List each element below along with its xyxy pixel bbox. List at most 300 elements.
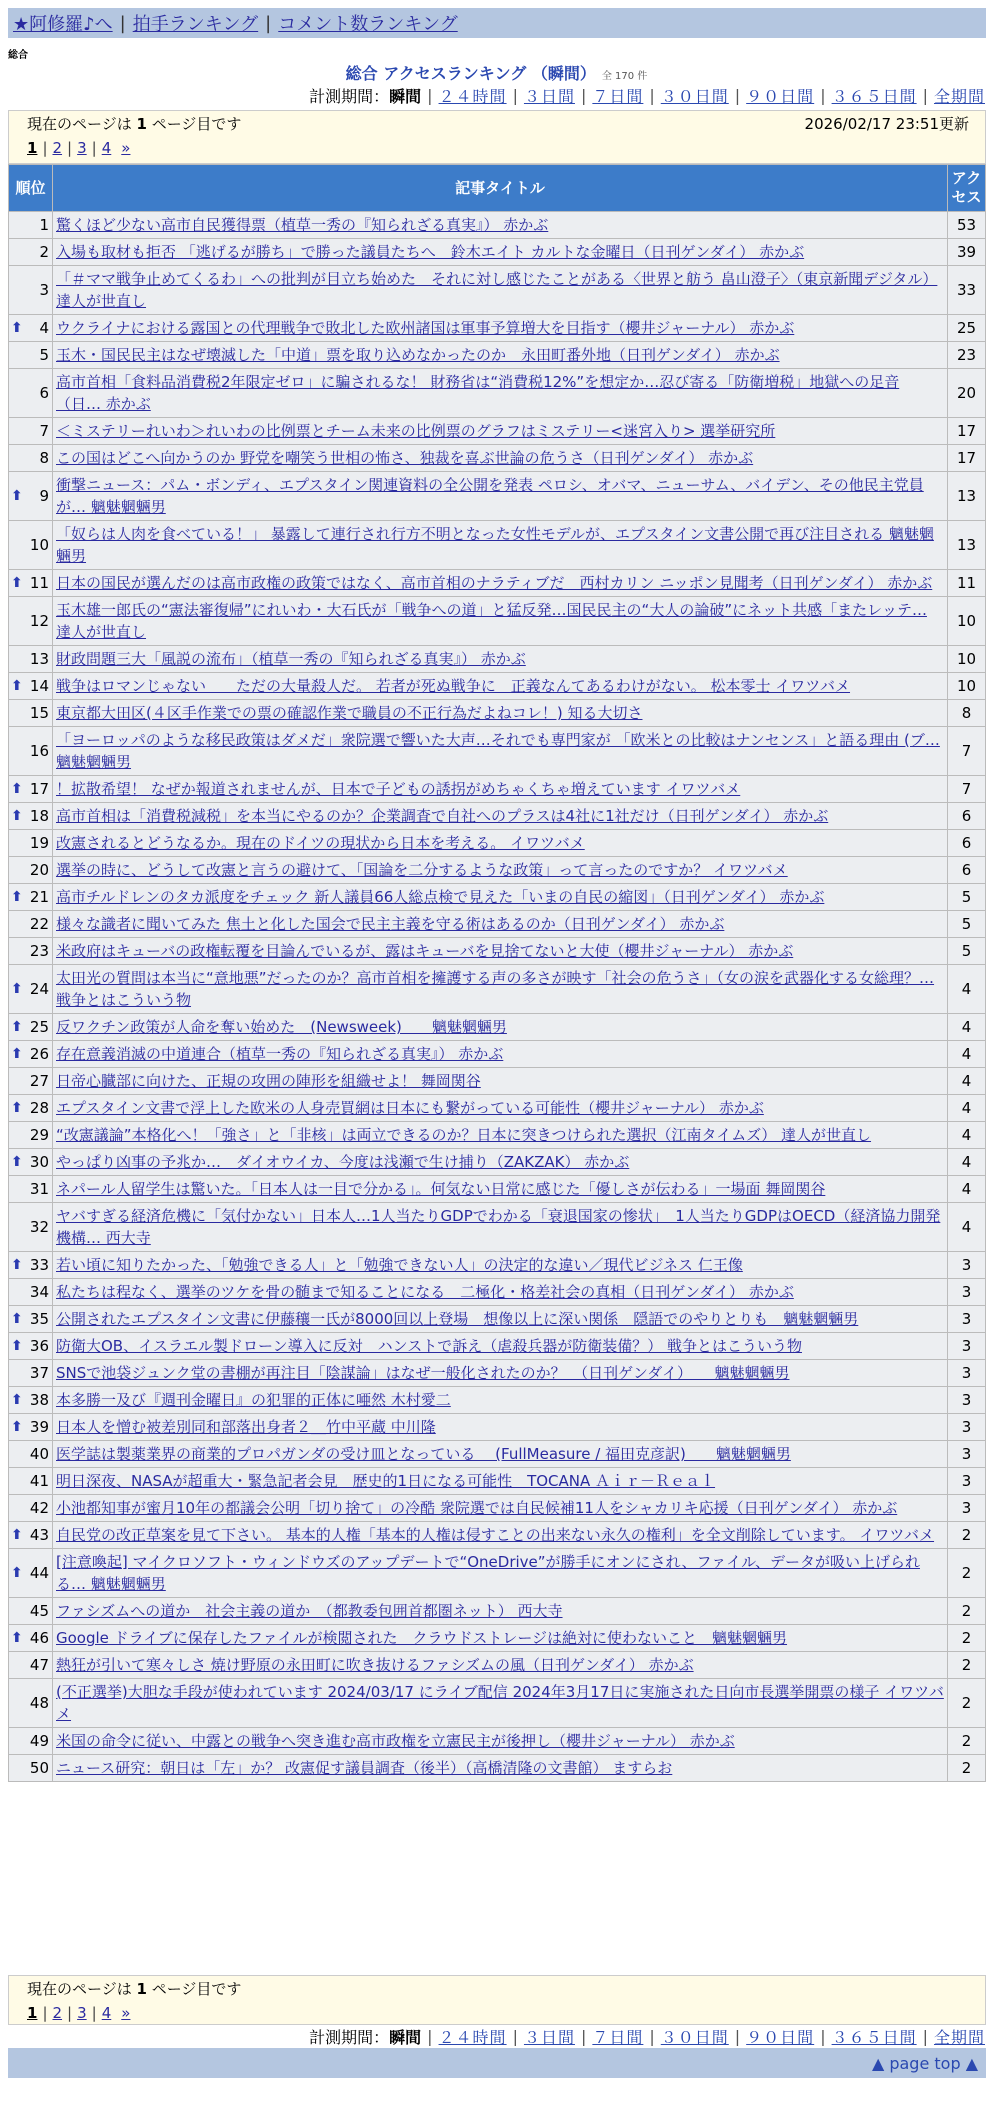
access-count: 4: [948, 1068, 986, 1095]
title-cell: [53, 1598, 948, 1625]
article-link[interactable]: 米政府はキューバの政権転覆を目論んでいるが、露はキューバを見捨てないと大使（櫻井ジャーナル） 赤かぶ: [56, 942, 794, 960]
title-cell: [53, 570, 948, 597]
access-count: 2: [948, 1625, 986, 1652]
period-link[interactable]: ７日間: [592, 86, 644, 106]
rank-cell: [9, 1306, 53, 1333]
access-count: 3: [948, 1387, 986, 1414]
access-count: 53: [948, 212, 986, 239]
article-link[interactable]: “改憲議論”本格化へ！「強さ」と「非核」は両立できるのか？日本に突きつけられた選択（江南タイムズ） 達人が世直し: [56, 1126, 872, 1144]
title-cell: [53, 938, 948, 965]
page-separator: |: [42, 139, 48, 157]
rank-up-arrow-icon: ⬆: [11, 1311, 23, 1327]
title-cell: [53, 597, 948, 646]
article-link[interactable]: やっぱり凶事の予兆か… ダイオウイカ、今度は浅瀬で生け捕り（ZAKZAK） 赤かぶ: [56, 1153, 630, 1171]
table-row: [9, 342, 986, 369]
rank-number: 5: [39, 346, 49, 364]
title-cell: [53, 266, 948, 315]
rank-number: 12: [29, 612, 49, 630]
title-cell: [53, 1679, 948, 1728]
article-link[interactable]: 公開されたエプスタイン文書に伊藤穰一氏が8000回以上登場 想像以上に深い関係 隠語でのやりとりも 魑魅魍魎男: [56, 1310, 859, 1328]
table-row: [9, 938, 986, 965]
article-link[interactable]: 私たちは程なく、選挙のツケを骨の髄まで知ることになる 二極化・格差社会の真相（日刊ゲンダイ） 赤かぶ: [56, 1283, 794, 1301]
rank-cell: [9, 1252, 53, 1279]
article-link[interactable]: 衝撃ニュース：パム・ボンディ、エプスタイン関連資料の全公開を発表 ペロシ、オバマ、ニューサム、バイデン、その他民主党員が… 魑魅魍魎男: [56, 476, 924, 516]
access-count: 4: [948, 1122, 986, 1149]
title-cell: [53, 1387, 948, 1414]
article-link[interactable]: 太田光の質問は本当に“意地悪”だったのか？高市首相を擁護する声の多さが映す「社会の危うさ」（女の涙を武器化する女総理？… 戦争とはこういう物: [56, 969, 935, 1009]
access-count: 3: [948, 1252, 986, 1279]
article-link[interactable]: 反ワクチン政策が人命を奪い始めた (Newsweek) 魑魅魍魎男: [56, 1018, 507, 1036]
access-count: 8: [948, 700, 986, 727]
rank-number: 49: [29, 1732, 49, 1750]
title-cell: [53, 1755, 948, 1782]
rank-number: 30: [29, 1153, 49, 1171]
period-separator: |: [820, 2026, 826, 2046]
period-link[interactable]: ７日間: [592, 2027, 644, 2047]
rank-up-arrow-icon: ⬆: [11, 1630, 23, 1646]
rank-cell: [9, 700, 53, 727]
article-link[interactable]: 入場も取材も拒否 「逃げるが勝ち」で勝った議員たちへ 鈴木エイト カルトな金曜日（日刊ゲンダイ） 赤かぶ: [56, 243, 805, 261]
rank-number: 8: [39, 449, 49, 467]
rank-cell: [9, 1014, 53, 1041]
rank-cell: [9, 239, 53, 266]
page-title-text: 総合 アクセスランキング （瞬間）: [345, 64, 596, 83]
title-cell: [53, 1441, 948, 1468]
table-row: [9, 1468, 986, 1495]
article-link[interactable]: 「＃ママ戦争止めてくるわ」への批判が目立ち始めた それに対し感じたことがある〈世界と舫う 畠山澄子〉（東京新聞デジタル） 達人が世直し: [56, 270, 938, 310]
rank-cell: [9, 1679, 53, 1728]
rank-up-arrow-icon: ⬆: [11, 1019, 23, 1035]
title-cell: [53, 315, 948, 342]
period-link[interactable]: ３日間: [523, 86, 575, 106]
article-link[interactable]: 防衛大OB、イスラエル製ドローン導入に反対 ハンストで訴え（虐殺兵器が防衛装備？） 戦争とはこういう物: [56, 1337, 802, 1355]
access-header: アクセス: [948, 165, 986, 212]
article-link[interactable]: 驚くほど少ない高市自民獲得票（植草一秀の『知られざる真実』） 赤かぶ: [56, 216, 549, 234]
title-cell: [53, 884, 948, 911]
access-count: 4: [948, 1203, 986, 1252]
rank-cell: [9, 315, 53, 342]
article-link[interactable]: 日帝心臓部に向けた、正規の攻囲の陣形を組織せよ！ 舞岡関谷: [56, 1072, 481, 1090]
article-link[interactable]: この国はどこへ向かうのか 野党を嘲笑う世相の怖さ、独裁を喜ぶ世論の危うさ（日刊ゲンダイ） 赤かぶ: [56, 449, 754, 467]
title-cell: [53, 342, 948, 369]
access-count: 4: [948, 1095, 986, 1122]
table-row: [9, 1068, 986, 1095]
paging-info-row: [9, 1976, 985, 2000]
rank-up-arrow-icon: ⬆: [11, 1257, 23, 1273]
title-cell: [53, 1652, 948, 1679]
rank-number: 26: [29, 1045, 49, 1063]
rank-number: 21: [29, 888, 49, 906]
rank-up-arrow-icon: ⬆: [11, 889, 23, 905]
article-link[interactable]: 玉木雄一郎氏の“憲法審復帰”にれいわ・大石氏が「戦争への道」と猛反発…国民民主の“大人の論破”にネット共感「またレッテ… 達人が世直し: [56, 601, 927, 641]
rank-up-arrow-icon: ⬆: [11, 1154, 23, 1170]
period-link[interactable]: ３６５日間: [831, 2027, 917, 2047]
top-navigation: [8, 8, 986, 38]
rank-number: 45: [29, 1602, 49, 1620]
rank-cell: [9, 776, 53, 803]
period-link[interactable]: ３日間: [523, 2027, 575, 2047]
title-cell: [53, 1495, 948, 1522]
article-link[interactable]: 「奴らは人肉を食べている！」 暴露して連行され行方不明となった女性モデルが、エプスタイン文書公開で再び注目される 魑魅魍魎男: [56, 525, 934, 565]
page-top-link[interactable]: ▲ page top ▲: [871, 2053, 978, 2073]
title-cell: [53, 727, 948, 776]
article-link[interactable]: [注意喚起] マイクロソフト・ウィンドウズのアップデートで“OneDrive”が勝手にオンにされ、ファイル、データが吸い上げられる… 魑魅魍魎男: [56, 1553, 920, 1593]
title-cell: [53, 857, 948, 884]
period-separator: |: [512, 85, 518, 105]
rank-up-arrow-icon: ⬆: [11, 1419, 23, 1435]
next-page-link[interactable]: »: [121, 2004, 131, 2022]
rank-up-arrow-icon: ⬆: [11, 678, 23, 694]
table-row: [9, 1149, 986, 1176]
period-selector-top: [309, 84, 985, 106]
article-link[interactable]: 財政問題三大「風説の流布」（植草一秀の『知られざる真実』） 赤かぶ: [56, 650, 526, 668]
rank-cell: [9, 1360, 53, 1387]
page-link[interactable]: 4: [101, 2004, 112, 2022]
period-label: 計測期間：: [309, 2027, 390, 2047]
rank-up-arrow-icon: ⬆: [11, 575, 23, 591]
title-cell: [53, 1279, 948, 1306]
article-link[interactable]: 熱狂が引いて寒々しさ 焼け野原の永田町に吹き抜けるファシズムの風（日刊ゲンダイ） 赤かぶ: [56, 1656, 694, 1674]
home-link[interactable]: ★阿修羅♪へ: [13, 14, 113, 35]
period-separator: |: [649, 85, 655, 105]
period-link[interactable]: ２４時間: [438, 2027, 507, 2047]
article-link[interactable]: 「ヨーロッパのような移民政策はダメだ」衆院選で響いた大声…それでも専門家が 「欧米との比較はナンセンス」と語る理由 (ブ… 魑魅魍魎男: [56, 731, 940, 771]
table-row: [9, 1176, 986, 1203]
nav-separator: |: [265, 12, 272, 34]
table-row: [9, 1122, 986, 1149]
current-page-text: 現在のページは 1 ページ目です: [27, 1979, 242, 1998]
table-row: [9, 369, 986, 418]
rank-number: 41: [29, 1472, 49, 1490]
rank-header: 順位: [9, 165, 53, 212]
rank-number: 11: [29, 574, 49, 592]
title-cell: [53, 1122, 948, 1149]
article-link[interactable]: 日本の国民が選んだのは高市政権の政策ではなく、高市首相のナラティブだ 西村カリン ニッポン見聞考（日刊ゲンダイ） 赤かぶ: [56, 574, 933, 592]
rank-up-arrow-icon: ⬆: [11, 981, 23, 997]
access-count: 4: [948, 1149, 986, 1176]
table-row: [9, 830, 986, 857]
period-link[interactable]: ３０日間: [660, 86, 729, 106]
rank-cell: [9, 830, 53, 857]
rank-cell: [9, 445, 53, 472]
period-separator: |: [580, 2026, 587, 2046]
rank-up-arrow-icon: ⬆: [11, 1338, 23, 1354]
table-row: [9, 911, 986, 938]
rank-up-arrow-icon: ⬆: [11, 808, 23, 824]
article-link[interactable]: 米国の命令に従い、中露との戦争へ突き進む高市政権を立憲民主が後押し（櫻井ジャーナル） 赤かぶ: [56, 1732, 735, 1750]
table-row: [9, 776, 986, 803]
table-row: [9, 521, 986, 570]
rank-number: 6: [39, 384, 49, 402]
access-count: 3: [948, 1306, 986, 1333]
table-row: [9, 1279, 986, 1306]
applause-ranking-link[interactable]: 拍手ランキング: [132, 14, 259, 35]
rank-cell: [9, 266, 53, 315]
access-count: 3: [948, 1360, 986, 1387]
access-count: 13: [948, 472, 986, 521]
access-count: 7: [948, 727, 986, 776]
title-cell: [53, 700, 948, 727]
table-row: [9, 239, 986, 266]
rank-cell: [9, 1441, 53, 1468]
table-row: [9, 1041, 986, 1068]
access-count: 10: [948, 646, 986, 673]
rank-number: 38: [29, 1391, 49, 1409]
article-link[interactable]: ニュース研究：朝日は「左」か？ 改憲促す議員調査（後半）（高橋清隆の文書館） ますらお: [56, 1759, 673, 1777]
title-cell: [53, 369, 948, 418]
article-link[interactable]: 様々な識者に聞いてみた 焦土と化した国会で民主主義を守る術はあるのか（日刊ゲンダイ） 赤かぶ: [56, 915, 725, 933]
table-row: [9, 472, 986, 521]
title-cell: [53, 911, 948, 938]
footer-bar: [8, 2048, 986, 2078]
title-cell: [53, 1068, 948, 1095]
table-row: [9, 673, 986, 700]
rank-cell: [9, 472, 53, 521]
rank-up-arrow-icon: ⬆: [11, 1392, 23, 1408]
article-link[interactable]: ＜ミステリーれいわ＞れいわの比例票とチーム未来の比例票のグラフはミステリー<迷宮入り> 選挙研究所: [56, 422, 776, 440]
period-link[interactable]: 全期間: [933, 86, 985, 106]
page-link[interactable]: 3: [77, 139, 87, 157]
title-cell: [53, 1625, 948, 1652]
rank-number: 31: [29, 1180, 49, 1198]
article-link[interactable]: ヤバすぎる経済危機に「気付かない」日本人…1人当たりGDPでわかる「衰退国家の惨状」 1人当たりGDPはOECD（経済協力開発機構… 西大寺: [56, 1207, 941, 1247]
period-link[interactable]: ３０日間: [660, 2027, 729, 2047]
comment-ranking-link[interactable]: コメント数ランキング: [278, 14, 458, 35]
access-count: 2: [948, 1728, 986, 1755]
rank-number: 35: [29, 1310, 49, 1328]
rank-cell: [9, 521, 53, 570]
page-separator: |: [67, 139, 73, 157]
rank-number: 48: [29, 1694, 49, 1712]
title-cell: [53, 1176, 948, 1203]
rank-number: 15: [29, 704, 49, 722]
period-link[interactable]: 全期間: [933, 2027, 985, 2047]
table-row: [9, 1495, 986, 1522]
article-link[interactable]: Google ドライブに保存したファイルが検閲された クラウドストレージは絶対に使わないこと 魑魅魍魎男: [56, 1629, 788, 1647]
table-row: [9, 965, 986, 1014]
access-count: 2: [948, 1598, 986, 1625]
rank-cell: [9, 1625, 53, 1652]
article-link[interactable]: SNSで池袋ジュンク堂の書棚が再注目「陰謀論」はなぜ一般化されたのか？ （日刊ゲンダイ） 魑魅魍魎男: [56, 1364, 790, 1382]
table-row: [9, 212, 986, 239]
access-count: 20: [948, 369, 986, 418]
period-separator: |: [922, 85, 928, 105]
ranking-rows: [9, 212, 986, 1782]
rank-cell: [9, 646, 53, 673]
table-row: [9, 1728, 986, 1755]
rank-cell: [9, 1068, 53, 1095]
title-cell: [53, 1252, 948, 1279]
access-count: 39: [948, 239, 986, 266]
page-separator: |: [91, 139, 97, 157]
rank-number: 4: [39, 319, 49, 337]
title-cell: [53, 239, 948, 266]
title-cell: [53, 1360, 948, 1387]
article-link[interactable]: (不正選挙)大胆な手段が使われています 2024/03/17 にライブ配信 2024年3月17日に実施された日向市長選挙開票の様子 イワツバメ: [56, 1683, 944, 1723]
rank-cell: [9, 1203, 53, 1252]
access-count: 10: [948, 597, 986, 646]
access-count: 2: [948, 1522, 986, 1549]
page-separator: |: [42, 2004, 48, 2022]
rank-number: 44: [29, 1564, 49, 1582]
article-link[interactable]: 小池都知事が蜜月10年の都議会公明「切り捨て」の冷酷 衆院選では自民候補11人をシャカリキ応援（日刊ゲンダイ） 赤かぶ: [56, 1499, 898, 1517]
rank-cell: [9, 1176, 53, 1203]
article-link[interactable]: ネパール人留学生は驚いた。「日本人は一目で分かる」。何気ない日常に感じた「優しさが伝わる」一場面 舞岡関谷: [56, 1180, 826, 1198]
rank-cell: [9, 570, 53, 597]
title-cell: [53, 212, 948, 239]
article-link[interactable]: 選挙の時に、どうして改憲と言うの避けて、「国論を二分するような政策」って言ったのですか？ イワツバメ: [56, 861, 788, 879]
article-link[interactable]: 高市チルドレンのタカ派度をチェック 新人議員66人総点検で見えた「いまの自民の縮図」（日刊ゲンダイ） 赤かぶ: [56, 888, 825, 906]
rank-number: 27: [29, 1072, 49, 1090]
table-row: [9, 1441, 986, 1468]
rank-up-arrow-icon: ⬆: [11, 1527, 23, 1543]
period-link[interactable]: ９０日間: [746, 86, 815, 106]
rank-number: 42: [29, 1499, 49, 1517]
table-row: [9, 570, 986, 597]
table-row: [9, 1598, 986, 1625]
rank-number: 18: [29, 807, 49, 825]
title-cell: [53, 445, 948, 472]
rank-number: 32: [29, 1218, 49, 1236]
article-link[interactable]: 高市首相は「消費税減税」を本当にやるのか？企業調査で自社へのプラスは4社に1社だけ（日刊ゲンダイ） 赤かぶ: [56, 807, 829, 825]
table-row: [9, 1755, 986, 1782]
table-row: [9, 1306, 986, 1333]
rank-cell: [9, 1149, 53, 1176]
access-count: 23: [948, 342, 986, 369]
rank-cell: [9, 1652, 53, 1679]
page-link[interactable]: 4: [101, 139, 112, 157]
rank-cell: [9, 1495, 53, 1522]
article-link[interactable]: 自民党の改正草案を見て下さい。 基本的人権「基本的人権は侵すことの出来ない永久の権利」を全文削除しています。 イワツバメ: [56, 1526, 935, 1544]
article-link[interactable]: ！拡散希望！ なぜか報道されませんが、日本で子どもの誘拐がめちゃくちゃ増えています イワツバメ: [56, 780, 741, 798]
next-page-link[interactable]: »: [121, 139, 131, 157]
access-count: 33: [948, 266, 986, 315]
page-link[interactable]: 2: [52, 2004, 63, 2022]
access-count: 3: [948, 1441, 986, 1468]
current-page-text: 現在のページは 1 ページ目です: [27, 114, 242, 133]
table-row: [9, 1014, 986, 1041]
article-link[interactable]: ファシズムへの道か 社会主義の道か （都教委包囲首都圏ネット） 西大寺: [56, 1602, 563, 1620]
title-cell: [53, 521, 948, 570]
page-link[interactable]: 3: [77, 2004, 87, 2022]
table-row: [9, 418, 986, 445]
rank-cell: [9, 1279, 53, 1306]
rank-cell: [9, 1728, 53, 1755]
article-link[interactable]: 明日深夜、NASAが超重大・緊急記者会見 歴史的1日になる可能性 TOCANA Ａｉｒ－Ｒｅａｌ: [56, 1472, 716, 1490]
rank-cell: [9, 342, 53, 369]
title-cell: [53, 776, 948, 803]
article-link[interactable]: 東京都大田区(４区手作業での票の確認作業で職員の不正行為だよねコレ！) 知る大切さ: [56, 704, 643, 722]
article-link[interactable]: 若い頃に知りたかった、「勉強できる人」と「勉強できない人」の決定的な違い／現代ビジネス 仁王像: [56, 1256, 743, 1274]
article-link[interactable]: 高市首相「食料品消費税2年限定ゼロ」に騙されるな！ 財務省は“消費税12%”を想定か…忍び寄る「防衛増税」地獄への足音（日… 赤かぶ: [56, 373, 900, 413]
period-link[interactable]: ３６５日間: [831, 86, 917, 106]
access-count: 17: [948, 445, 986, 472]
access-count: 17: [948, 418, 986, 445]
table-header-row: [9, 165, 986, 212]
access-count: 2: [948, 1652, 986, 1679]
rank-number: 34: [29, 1283, 49, 1301]
table-row: [9, 315, 986, 342]
paging-info-row: [9, 111, 985, 135]
title-cell: [53, 673, 948, 700]
article-link[interactable]: 改憲されるとどうなるか。現在のドイツの現状から日本を考える。 イワツバメ: [56, 834, 585, 852]
rank-number: 23: [29, 942, 49, 960]
period-selector-bottom: [309, 2025, 985, 2047]
table-row: [9, 1679, 986, 1728]
rank-up-arrow-icon: ⬆: [11, 1046, 23, 1062]
period-separator: |: [734, 2026, 741, 2046]
table-row: [9, 1652, 986, 1679]
updated-timestamp: 2026/02/17 23:51更新: [804, 114, 969, 133]
paging-box-top: [8, 110, 986, 164]
rank-cell: [9, 1333, 53, 1360]
rank-up-arrow-icon: ⬆: [11, 1100, 23, 1116]
table-row: [9, 1387, 986, 1414]
rank-cell: [9, 911, 53, 938]
rank-cell: [9, 1468, 53, 1495]
access-count: 3: [948, 1279, 986, 1306]
rank-number: 3: [39, 281, 49, 299]
access-count: 4: [948, 1041, 986, 1068]
period-link[interactable]: ９０日間: [746, 2027, 815, 2047]
title-cell: [53, 1728, 948, 1755]
access-count: 4: [948, 1014, 986, 1041]
period-link[interactable]: ２４時間: [438, 86, 507, 106]
article-link[interactable]: ウクライナにおける露国との代理戦争で敗北した欧州諸国は軍事予算増大を目指す（櫻井ジャーナル） 赤かぶ: [56, 319, 795, 337]
rank-cell: [9, 1041, 53, 1068]
access-count: 25: [948, 315, 986, 342]
page-separator: |: [91, 2004, 97, 2022]
table-row: [9, 1203, 986, 1252]
rank-number: 28: [29, 1099, 49, 1117]
table-row: [9, 1095, 986, 1122]
rank-cell: [9, 938, 53, 965]
table-row: [9, 646, 986, 673]
table-row: [9, 884, 986, 911]
title-cell: [53, 803, 948, 830]
period-current: 瞬間: [389, 86, 422, 106]
article-link[interactable]: 存在意義消滅の中道連合（植草一秀の『知られざる真実』） 赤かぶ: [56, 1045, 504, 1063]
article-link[interactable]: エプスタイン文書で浮上した欧米の人身売買網は日本にも繋がっている可能性（櫻井ジャーナル） 赤かぶ: [56, 1099, 764, 1117]
title-header: 記事タイトル: [53, 165, 948, 212]
article-link[interactable]: 玉木・国民民主はなぜ壊滅した「中道」票を取り込めなかったのか 永田町番外地（日刊ゲンダイ） 赤かぶ: [56, 346, 780, 364]
rank-cell: [9, 884, 53, 911]
rank-up-arrow-icon: ⬆: [11, 320, 23, 336]
article-link[interactable]: 戦争はロマンじゃない ただの大量殺人だ。 若者が死ぬ戦争に 正義なんてあるわけがない。 松本零士 イワツバメ: [56, 677, 851, 695]
rank-up-arrow-icon: ⬆: [11, 1565, 23, 1581]
table-row: [9, 1549, 986, 1598]
rank-number: 19: [29, 834, 49, 852]
table-row: [9, 1522, 986, 1549]
pagination: [9, 135, 985, 161]
table-row: [9, 700, 986, 727]
period-separator: |: [427, 2026, 433, 2046]
title-cell: [53, 646, 948, 673]
article-link[interactable]: 医学誌は製薬業界の商業的プロパガンダの受け皿となっている (FullMeasure / 福田克彦訳) 魑魅魍魎男: [56, 1445, 791, 1463]
access-count: 6: [948, 857, 986, 884]
ranking-table: [8, 164, 986, 1782]
rank-number: 36: [29, 1337, 49, 1355]
rank-cell: [9, 1522, 53, 1549]
article-link[interactable]: 日本人を憎む被差別同和部落出身者２＿竹中平蔵 中川隆: [56, 1418, 436, 1436]
rank-cell: [9, 1549, 53, 1598]
page-link[interactable]: 2: [52, 139, 63, 157]
article-link[interactable]: 本多勝一及び『週刊金曜日』の犯罪的正体に唖然 木村愛二: [56, 1391, 451, 1409]
rank-number: 33: [29, 1256, 49, 1274]
rank-cell: [9, 212, 53, 239]
title-cell: [53, 965, 948, 1014]
rank-number: 46: [29, 1629, 49, 1647]
